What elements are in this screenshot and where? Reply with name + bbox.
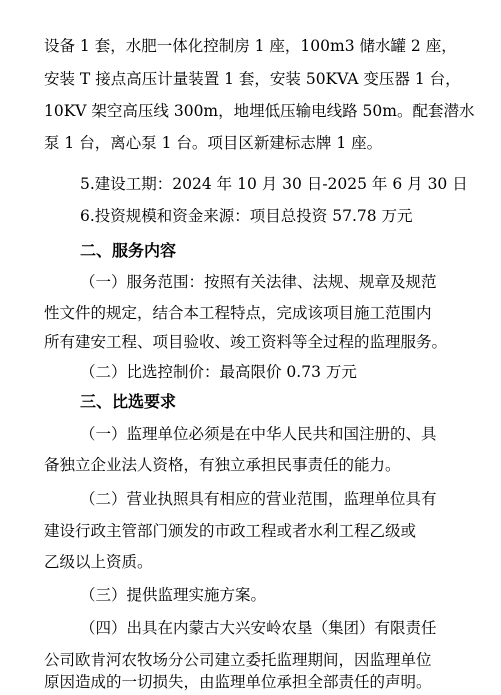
body-text-line: 10KV 架空高压线 300m，地埋低压输电线路 50m。配套潜水 [44,102,475,120]
body-text-line: （一）服务范围：按照有关法律、法规、规章及规范 [80,273,437,291]
construction-period-line: 5.建设工期：2024 年 10 月 30 日-2025 年 6 月 30 日 [80,175,468,193]
body-text-line: 原因造成的一切损失，由监理单位承担全部责任的声明。 [44,673,432,691]
body-text-line: （三）提供监理实施方案。 [80,586,267,604]
control-price-line: （二）比选控制价：最高限价 0.73 万元 [80,363,357,381]
body-text-line: 泵 1 台，离心泵 1 台。项目区新建标志牌 1 座。 [44,134,383,152]
body-text-line: 性文件的规定，结合本工程特点，完成该项目施工范围内 [44,304,432,322]
body-text-line: 安装 T 接点高压计量装置 1 套，安装 50KVA 变压器 1 台， [44,70,461,88]
body-text-line: 所有建安工程、项目验收、竣工资料等全过程的监理服务。 [44,333,448,351]
body-text-line: （四）出具在内蒙古大兴安岭农垦（集团）有限责任 [80,619,437,637]
body-text-line: 备独立企业法人资格，有独立承担民事责任的能力。 [44,456,401,474]
body-text-line: 乙级以上资质。 [44,553,153,571]
section-heading-service: 二、服务内容 [80,241,177,260]
body-text-line: 公司欧肯河农牧场分公司建立委托监理期间，因监理单位 [44,651,432,669]
section-heading-requirements: 三、比选要求 [80,392,177,411]
body-text-line: （二）营业执照具有相应的营业范围，监理单位具有 [80,490,437,508]
investment-line: 6.投资规模和资金来源：项目总投资 57.78 万元 [80,207,413,225]
body-text-line: 建设行政主管部门颁发的市政工程或者水利工程乙级或 [44,522,417,540]
body-text-line: 设备 1 套，水肥一体化控制房 1 座，100m3 储水罐 2 座， [44,37,457,55]
body-text-line: （一）监理单位必须是在中华人民共和国注册的、具 [80,425,437,443]
